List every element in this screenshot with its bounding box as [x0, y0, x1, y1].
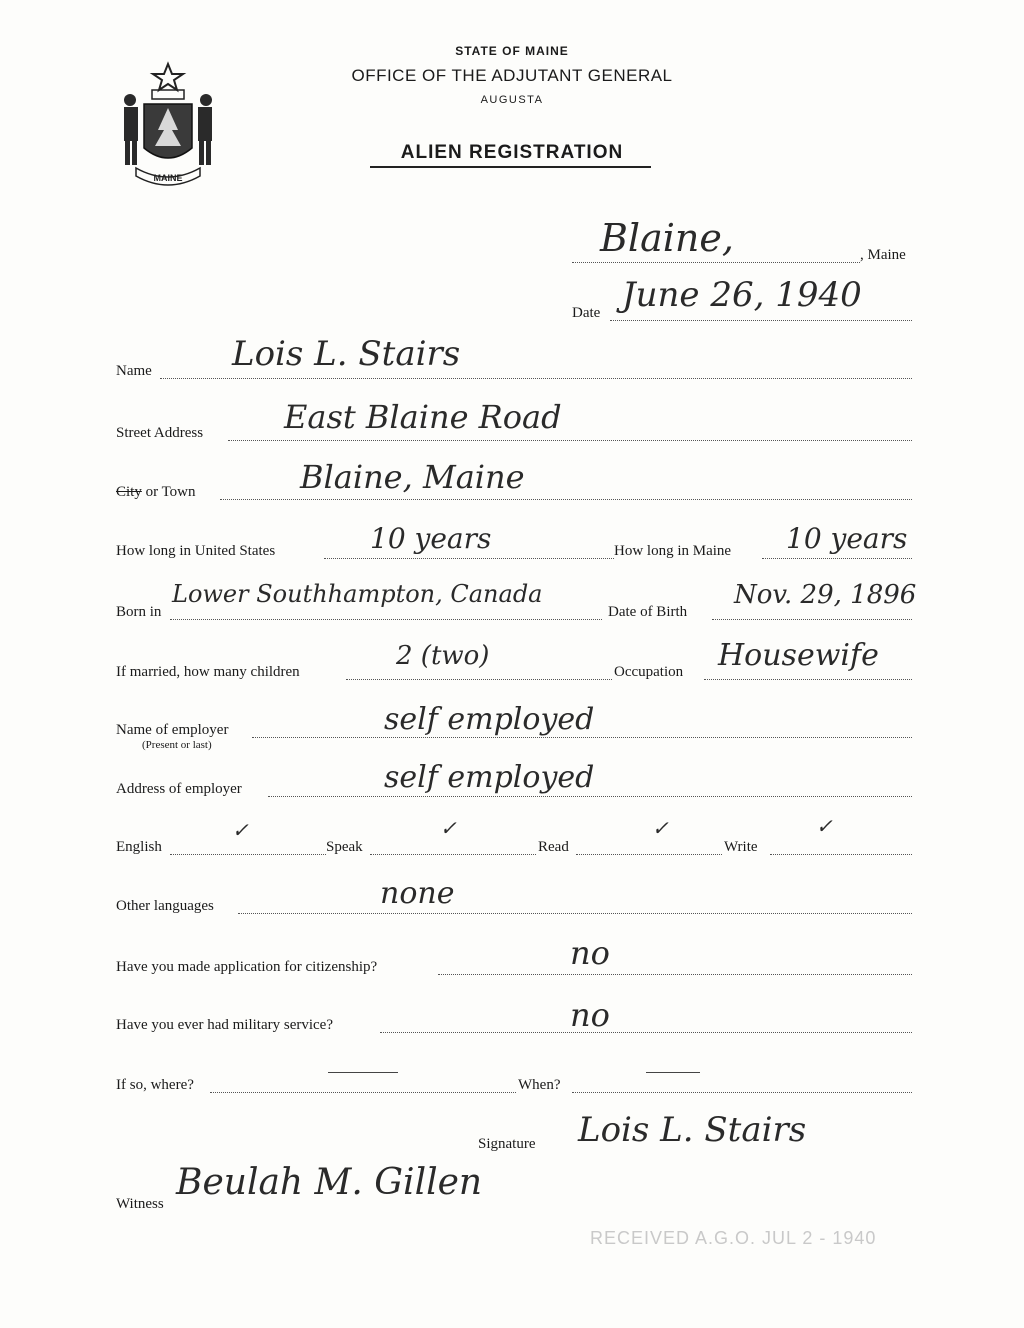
english-check: ✓ — [232, 818, 249, 842]
place-line — [572, 262, 860, 263]
other-lang-value: none — [380, 876, 455, 911]
children-label: If married, how many children — [116, 664, 300, 680]
employer-label: Name of employer — [116, 722, 229, 738]
read-check: ✓ — [652, 816, 669, 840]
date-value: June 26, 1940 — [622, 275, 862, 315]
speak-label: Speak — [326, 839, 363, 855]
place-value: Blaine, — [600, 216, 734, 260]
street-value: East Blaine Road — [284, 398, 562, 436]
street-label: Street Address — [116, 425, 204, 441]
speak-check: ✓ — [440, 816, 457, 840]
born-line — [170, 619, 602, 620]
other-lang-line — [238, 913, 912, 914]
place-suffix: , Maine — [860, 247, 906, 263]
city-heading: AUGUSTA — [480, 94, 544, 106]
street-line — [228, 440, 912, 441]
dob-value: Nov. 29, 1896 — [734, 580, 917, 610]
signature-label: Signature — [478, 1136, 536, 1152]
witness-label: Witness — [116, 1196, 164, 1212]
city-label-struck: City — [116, 484, 142, 500]
write-line — [770, 854, 912, 855]
children-line — [346, 679, 612, 680]
emp-address-label: Address of employer — [116, 781, 242, 797]
occupation-value: Housewife — [718, 638, 879, 673]
read-line — [576, 854, 722, 855]
us-value: 10 years — [370, 522, 492, 555]
name-value: Lois L. Stairs — [232, 334, 461, 374]
emp-address-value: self employed — [384, 760, 595, 795]
military-label: Have you ever had military service? — [116, 1017, 333, 1033]
read-label: Read — [538, 839, 569, 855]
title-underline — [370, 166, 651, 168]
svg-text:MAINE: MAINE — [153, 173, 183, 183]
state-heading: STATE OF MAINE — [455, 44, 569, 58]
us-line — [324, 558, 614, 559]
emp-address-line — [268, 796, 912, 797]
write-label: Write — [724, 839, 758, 855]
employer-value: self employed — [384, 702, 595, 737]
maine-label: How long in Maine — [614, 543, 732, 559]
where-dash — [328, 1072, 398, 1073]
when-line — [572, 1092, 912, 1093]
maine-value: 10 years — [786, 522, 908, 555]
born-label: Born in — [116, 604, 162, 620]
children-value: 2 (two) — [396, 641, 490, 671]
dob-label: Date of Birth — [608, 604, 688, 620]
english-label: English — [116, 839, 162, 855]
speak-line — [370, 854, 536, 855]
occupation-label: Occupation — [614, 664, 684, 680]
form-title: ALIEN REGISTRATION — [400, 142, 624, 163]
occupation-line — [704, 679, 912, 680]
name-line — [160, 378, 912, 379]
write-check: ✓ — [816, 814, 833, 838]
dob-line — [712, 619, 912, 620]
when-dash — [646, 1072, 700, 1073]
military-line — [380, 1032, 912, 1033]
english-line — [170, 854, 326, 855]
us-label: How long in United States — [116, 543, 276, 559]
city-label-rest: or Town — [141, 484, 196, 500]
date-line — [610, 320, 912, 321]
citizenship-label: Have you made application for citizenship? — [116, 959, 378, 975]
received-stamp: RECEIVED A.G.O. JUL 2 - 1940 — [590, 1228, 877, 1248]
date-label: Date — [572, 305, 601, 321]
signature-value: Lois L. Stairs — [578, 1110, 807, 1150]
employer-line — [252, 737, 912, 738]
city-line — [220, 499, 912, 500]
other-lang-label: Other languages — [116, 898, 214, 914]
office-heading: OFFICE OF THE ADJUTANT GENERAL — [351, 66, 673, 85]
maine-line — [762, 558, 912, 559]
employer-sublabel: (Present or last) — [142, 739, 212, 751]
citizenship-value: no — [570, 934, 610, 972]
city-label — [116, 484, 196, 501]
born-value: Lower Southhampton, Canada — [172, 580, 543, 608]
witness-value: Beulah M. Gillen — [176, 1162, 483, 1203]
where-label: If so, where? — [116, 1077, 194, 1093]
where-line — [210, 1092, 516, 1093]
when-label: When? — [518, 1077, 561, 1093]
military-value: no — [570, 996, 610, 1034]
name-label: Name — [116, 363, 152, 379]
city-value: Blaine, Maine — [300, 458, 525, 496]
citizenship-line — [438, 974, 912, 975]
